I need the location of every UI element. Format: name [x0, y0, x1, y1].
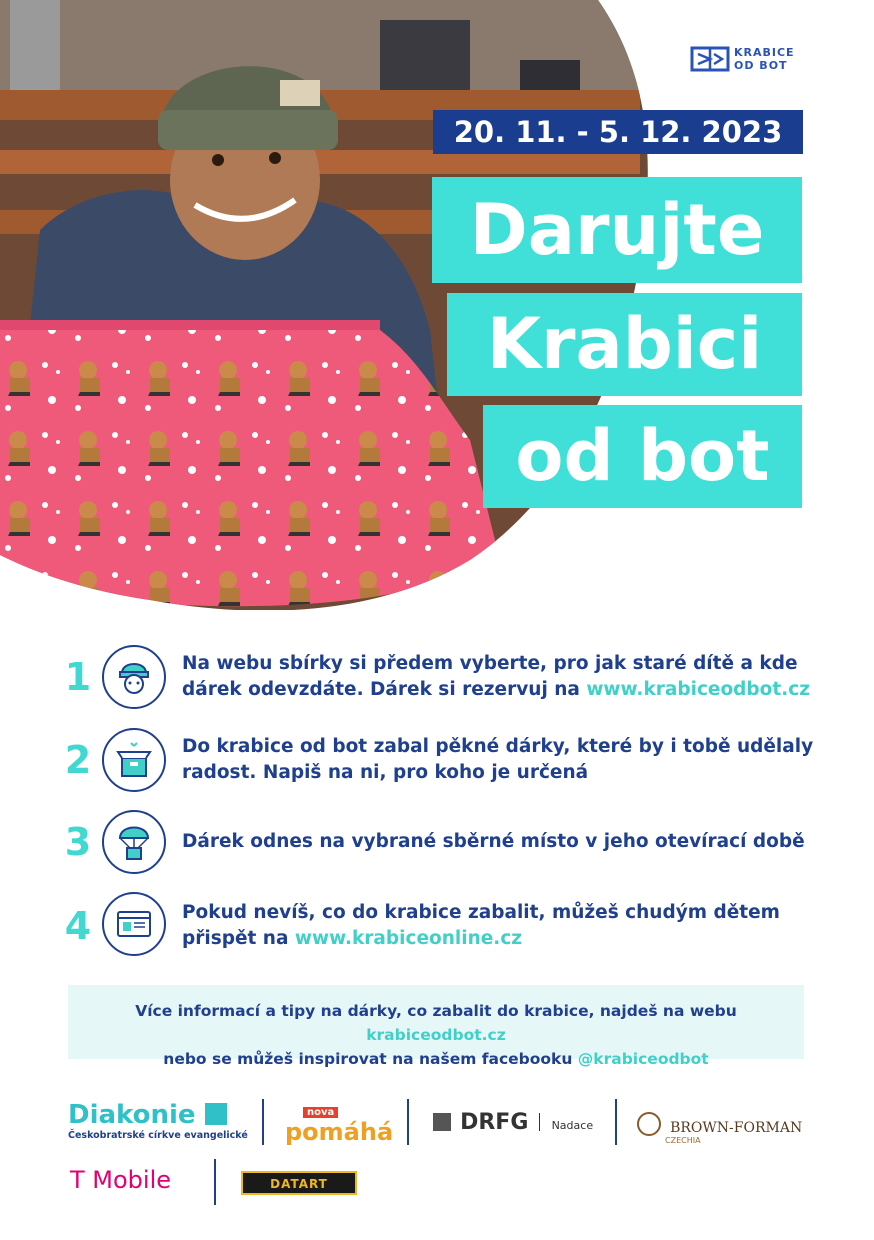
step-text	[182, 734, 813, 786]
website-link[interactable]: krabiceodbot.cz	[366, 1026, 506, 1044]
drfg-subtitle: Nadace	[551, 1119, 594, 1132]
gift-box-icon	[114, 740, 154, 780]
pomaha-label: pomáhá	[285, 1118, 394, 1146]
datart-name: DATART	[270, 1177, 328, 1191]
brown-forman-logo	[637, 1108, 802, 1145]
krabiceonline-link[interactable]: www.krabiceonline.cz	[294, 928, 523, 949]
step-number: 4	[64, 904, 92, 948]
nova-pomaha-logo	[285, 1100, 393, 1145]
step-text	[182, 900, 780, 952]
divider	[407, 1099, 409, 1145]
krabice-od-bot-logo	[690, 44, 810, 78]
browser-window-icon	[114, 904, 154, 944]
step-text-line-1: Do krabice od bot zabal pěkné dárky, které by i tobě udělaly	[182, 736, 814, 757]
diakonie-subtitle: Českobratrské církve evangelické	[68, 1130, 248, 1141]
step-text	[182, 829, 805, 855]
brown-forman-name: BROWN-FORMAN	[670, 1120, 803, 1136]
info-line-2: nebo se můžeš inspirovat na našem facebooku	[163, 1050, 578, 1068]
divider	[214, 1159, 216, 1205]
headline-line-3: od bot	[483, 405, 802, 508]
diakonie-name: Diakonie	[68, 1100, 196, 1130]
datart-logo	[241, 1171, 357, 1195]
logo-line-1: KRABICE	[734, 46, 795, 59]
diakonie-cross-icon	[205, 1103, 227, 1125]
step-text-line-2: přispět na	[182, 928, 295, 949]
drfg-name: DRFG	[460, 1110, 529, 1135]
drfg-square-icon	[433, 1113, 451, 1131]
step-text-line-2: dárek odevzdáte. Dárek si rezervuj na	[182, 679, 587, 700]
t-mobile-name: T Mobile	[70, 1166, 172, 1194]
headline-line-2: Krabici	[447, 293, 802, 396]
step-icon-circle	[102, 645, 166, 709]
logo-line-2: OD BOT	[734, 59, 788, 72]
box-logo-icon	[690, 44, 730, 74]
nova-label: nova	[303, 1107, 338, 1118]
step-number: 3	[64, 820, 92, 864]
step-text	[182, 651, 810, 703]
drfg-logo	[433, 1110, 593, 1135]
divider	[262, 1099, 264, 1145]
step-text-line-1: Na webu sbírky si předem vyberte, pro jak staré dítě a kde	[182, 653, 798, 674]
step-icon-circle	[102, 728, 166, 792]
date-range: 20. 11. - 5. 12. 2023	[433, 110, 803, 154]
krabiceodbot-link[interactable]: www.krabiceodbot.cz	[586, 679, 810, 700]
drfg-divider	[539, 1113, 540, 1131]
step-number: 1	[64, 655, 92, 699]
facebook-link[interactable]: @krabiceodbot	[577, 1050, 709, 1068]
brown-forman-emblem-icon	[637, 1112, 661, 1136]
info-box	[68, 985, 804, 1068]
step-text-line-2: radost. Napiš na ni, pro koho je určená	[182, 762, 589, 783]
step-text-line-1: Pokud nevíš, co do krabice zabalit, můžeš chudým dětem	[182, 902, 780, 923]
divider	[615, 1099, 617, 1145]
diakonie-logo	[68, 1100, 248, 1141]
child-hat-icon	[114, 657, 154, 697]
brown-forman-subtitle: CZECHIA	[665, 1136, 701, 1145]
step-icon-circle	[102, 892, 166, 956]
step-text-line-1: Dárek odnes na vybrané sběrné místo v jeho otevírací době	[182, 831, 805, 852]
info-line-1: Více informací a tipy na dárky, co zabalit do krabice, najdeš na webu	[135, 1002, 737, 1020]
headline-line-1: Darujte	[432, 177, 802, 283]
parachute-box-icon	[114, 822, 154, 862]
step-icon-circle	[102, 810, 166, 874]
t-mobile-logo	[70, 1166, 171, 1194]
step-number: 2	[64, 738, 92, 782]
